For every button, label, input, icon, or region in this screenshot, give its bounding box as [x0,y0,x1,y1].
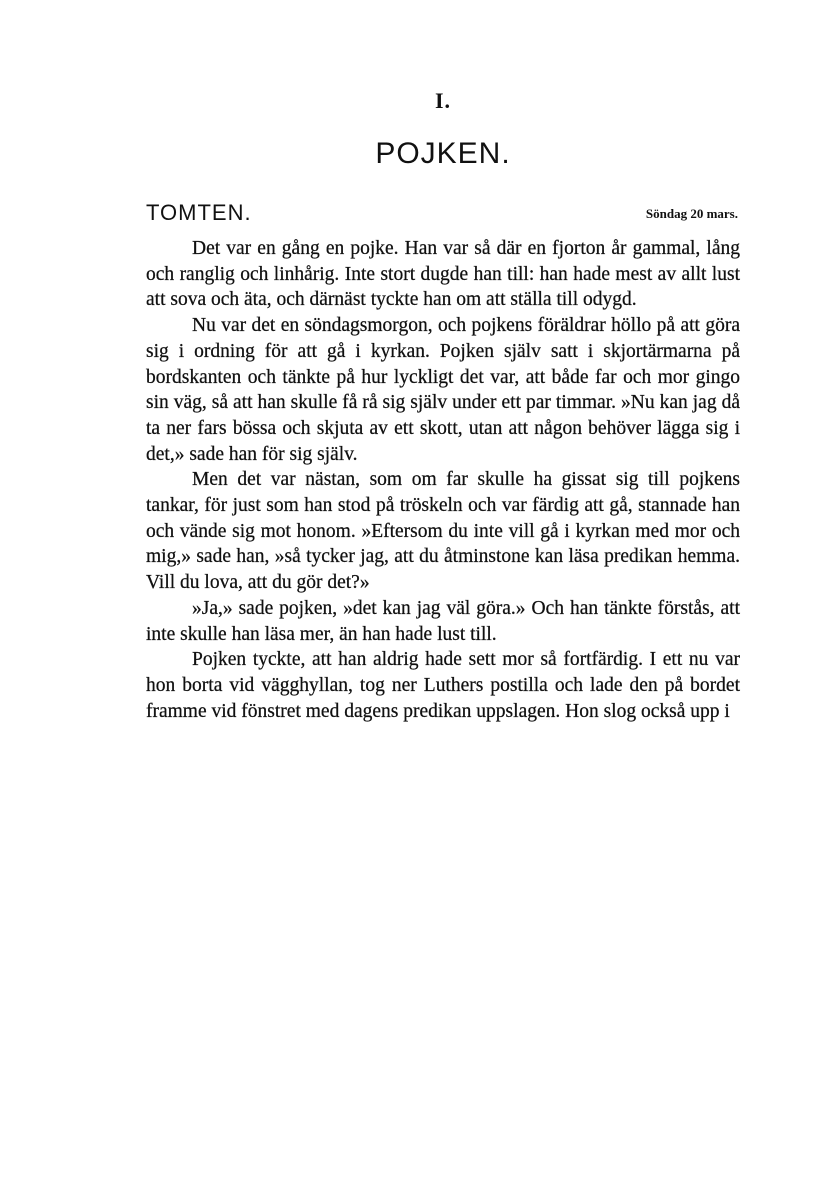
section-date: Söndag 20 mars. [645,206,738,221]
paragraph: Det var en gång en pojke. Han var så där en fjorton år gammal, lång och ranglig och linhårig. Inte stort dugde han till: han hade mest av allt lust att sova och äta, och därnäst tyckte han om att ställa till odygd. [146,238,740,311]
paragraph: »Ja,» sade pojken, »det kan jag väl göra.» Och han tänkte förstås, att inte skulle han läsa mer, än han hade lust till. [146,597,740,645]
book-page [146,0,740,1191]
body-text [146,236,740,724]
paragraph: Pojken tyckte, att han aldrig hade sett mor så fortfärdig. I ett nu var hon borta vid vägghyllan, tog ner Luthers postilla och lade den på bordet framme vid fönstret med dagens predikan uppslagen. Hon slog också upp i [146,649,740,722]
chapter-title: POJKEN. [375,137,511,170]
paragraph: Nu var det en söndagsmorgon, och pojkens föräldrar höllo på att göra sig i ordning för att gå i kyrkan. Pojken själv satt i skjortärmarna på bordskanten och tänkte på hur lyckligt det var, att både far och mor gingo sin väg, så att han skulle få rå sig själv under ett par timmar. »Nu kan jag då ta ner fars bössa och skjuta av ett skott, utan att någon behöver lägga sig i det,» sade han för sig själv. [146,315,740,465]
chapter-number: I. [434,88,452,113]
paragraph: Men det var nästan, som om far skulle ha gissat sig till pojkens tankar, för just som han stod på tröskeln och var färdig att gå, stannade han och vände sig mot honom. »Eftersom du inte vill gå i kyrkan med mor och mig,» sade han, »så tycker jag, att du åtminstone kan läsa predikan hemma. Vill du lova, att du gör det?» [146,469,740,594]
section-title: TOMTEN. [146,200,252,225]
